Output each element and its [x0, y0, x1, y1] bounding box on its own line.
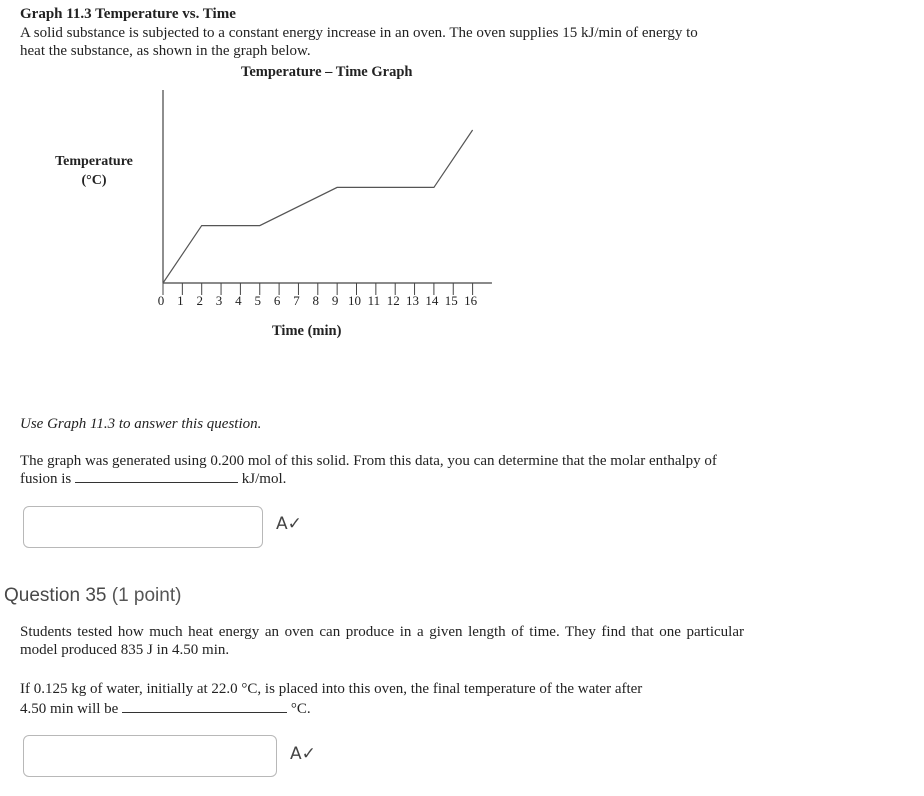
x-tick-label-10: 10 — [348, 293, 361, 308]
q35-points: (1 point) — [111, 585, 182, 606]
q35-answer-input[interactable] — [23, 735, 277, 777]
chart-title: Temperature – Time Graph — [241, 64, 413, 80]
q34-answer-input[interactable] — [23, 506, 263, 548]
q35-header — [4, 585, 181, 607]
y-axis-label-line1: Temperature — [55, 154, 133, 169]
x-axis-label: Time (min) — [272, 323, 342, 339]
q35-title: Question 35 — [4, 585, 107, 606]
q35-paragraph-2 — [20, 679, 660, 719]
x-tick-label-9: 9 — [331, 293, 339, 308]
q35-text-b: °C. — [290, 701, 311, 717]
spellcheck-icon[interactable]: A✓ — [276, 514, 302, 534]
q34-text-a: The graph was generated using 0.200 mol of this solid. From this data, you can determine that the molar enthalpy of fusion is — [20, 453, 717, 487]
x-tick-label-14: 14 — [425, 293, 439, 308]
y-axis-label-line2: (°C) — [81, 173, 107, 188]
x-tick-label-0: 0 — [157, 293, 165, 308]
x-tick-label-11: 11 — [367, 293, 381, 308]
q34-text-b: kJ/mol. — [241, 471, 287, 487]
temperature-series-line — [163, 130, 473, 283]
x-tick-label-1: 1 — [177, 293, 184, 308]
q35-text-a: If 0.125 kg of water, initially at 22.0 °C, is placed into this oven, the final temperature of the water after 4.50 min will be — [20, 681, 643, 717]
instruction-text: Use Graph 11.3 to answer this question. — [20, 416, 262, 432]
x-tick-label-13: 13 — [406, 293, 420, 308]
graph-intro: A solid substance is subjected to a constant energy increase in an oven. The oven supplies 15 kJ/min of energy to heat the substance, as shown in the graph below. — [20, 25, 698, 59]
q35-blank — [122, 700, 287, 713]
graph-heading: Graph 11.3 Temperature vs. Time — [20, 6, 236, 22]
x-tick-label-12: 12 — [386, 293, 400, 308]
spellcheck-icon[interactable]: A✓ — [290, 744, 316, 764]
x-tick-label-4: 4 — [235, 293, 242, 308]
temperature-time-chart — [0, 0, 924, 340]
x-tick-label-6: 6 — [273, 293, 281, 308]
q34-blank — [75, 470, 238, 483]
x-tick-label-5: 5 — [254, 293, 261, 308]
x-tick-label-16: 16 — [464, 293, 478, 308]
q34-question-text — [20, 452, 740, 488]
x-tick-label-15: 15 — [444, 293, 458, 308]
q35-paragraph-1: Students tested how much heat energy an oven can produce in a given length of time. They find that one particular model produced 835 J in 4.50 min. — [20, 624, 744, 658]
x-tick-label-2: 2 — [196, 293, 203, 308]
x-tick-label-7: 7 — [293, 293, 300, 308]
x-tick-label-8: 8 — [312, 293, 320, 308]
x-tick-label-3: 3 — [215, 293, 223, 308]
